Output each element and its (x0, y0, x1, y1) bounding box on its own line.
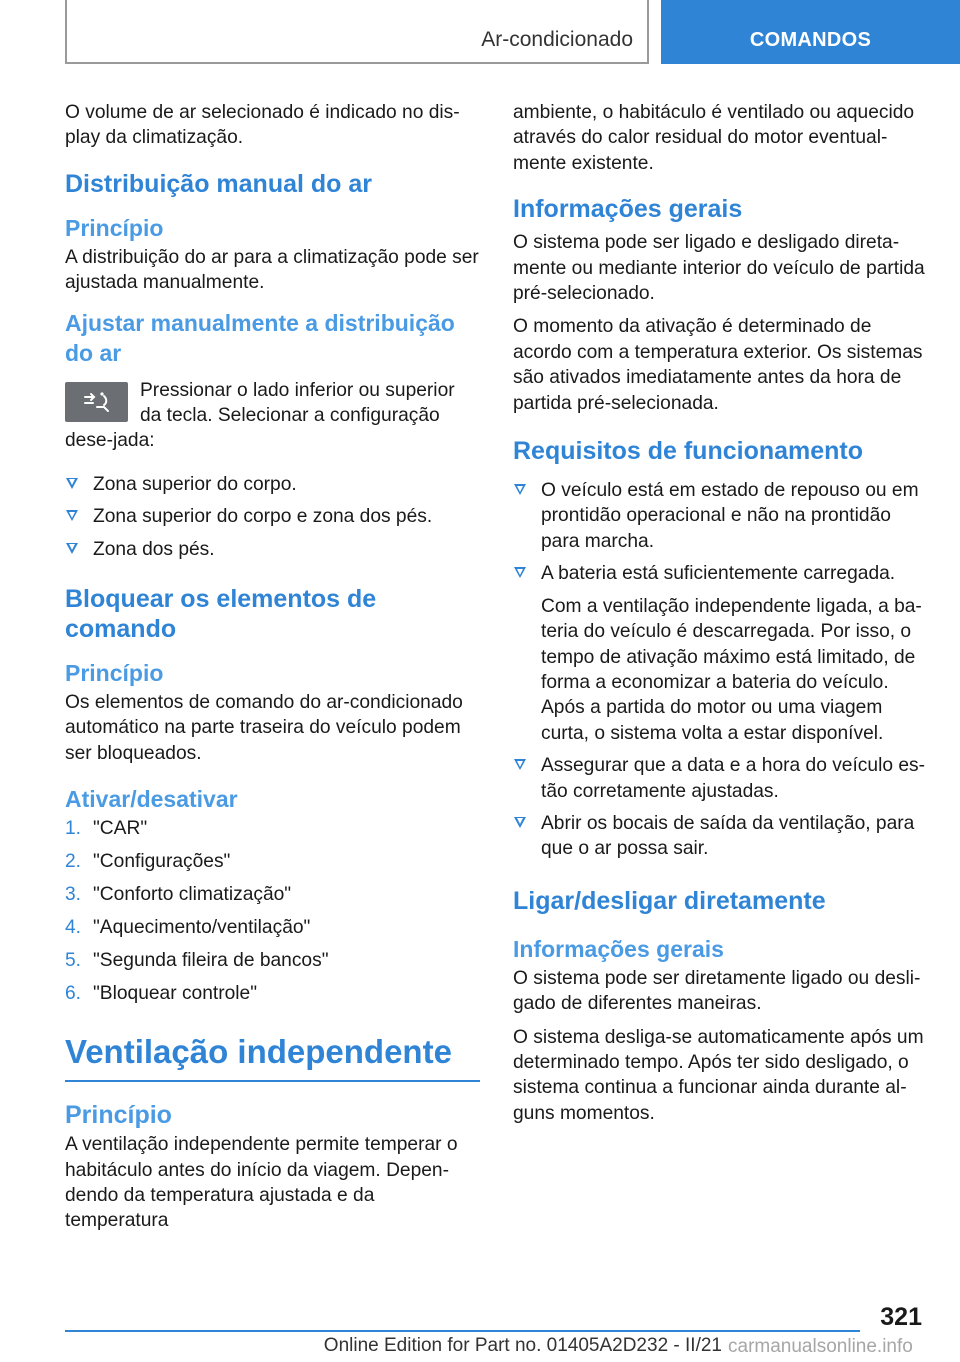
info-paragraph-1: O sistema pode ser ligado e desligado direta-mente ou mediante interior do veículo de partida pré-selecionado. (513, 232, 925, 305)
requirements-list (513, 478, 925, 862)
list-item: Zona superior do corpo. (65, 472, 480, 497)
steps-list (65, 816, 480, 1006)
page-number: 321 (880, 1303, 922, 1331)
heading-independent-ventilation: Ventilação independente (65, 1032, 480, 1082)
bullet-triangle-icon (514, 484, 526, 495)
heading-direct-on-off: Ligar/desligar diretamente (513, 886, 826, 915)
chapter-title: COMANDOS (749, 29, 872, 51)
principle-paragraph: A distribuição do ar para a climatização pode ser ajustada manualmente. (65, 246, 479, 294)
list-item: 1. "CAR" (65, 818, 148, 840)
intro-paragraph: O volume de ar selecionado é indicado no dis-play da climatização. (65, 102, 460, 149)
bullet-triangle-icon (66, 510, 78, 521)
watermark-text: carmanualsonline.info (728, 1336, 913, 1357)
onoff-paragraph-1: O sistema pode ser diretamente ligado ou desli-gado de diferentes maneiras. (513, 967, 921, 1015)
list-item: Zona superior do corpo e zona dos pés. (65, 504, 480, 529)
distribution-options-list (65, 472, 480, 562)
heading-principle: Princípio (65, 660, 164, 687)
lock-principle-paragraph: Os elementos de comando do ar-condicionado automático na parte traseira do veículo podem ser bloqueados. (65, 692, 463, 764)
heading-general-info: Informações gerais (513, 935, 724, 962)
bullet-triangle-icon (514, 759, 526, 770)
list-item-note: Com a ventilação independente ligada, a ba-teria do veículo é descarregada. Por isso, o tempo de ativação máximo está limitado, de forma a economizar a bateria do veículo. Após a partida do motor ou uma viagem curta, o sistema volta a estar disponível. (541, 595, 922, 744)
list-item: A bateria está suficientemente carregada. Com a ventilação independente ligada, a ba-teria do veículo é descarregada. Por isso, o tempo de ativação máximo está limitado, de forma a economizar a bateria do veículo. Após a partida do motor ou uma viagem curta, o sistema volta a estar disponível. (513, 561, 925, 746)
chapter-tab (661, 0, 960, 64)
ventilation-principle-paragraph: A ventilação independente permite temperar o habitáculo antes do início da viagem. Depen-dendo da temperatura ajustada e da temperatura (65, 1134, 458, 1232)
heading-lock-controls: Bloquear os elementos de comando (65, 585, 377, 644)
air-distribution-button-icon (65, 382, 128, 422)
onoff-paragraph-2: O sistema desliga-se automaticamente após um determinado tempo. Após ter sido desligado, o sistema continua a funcionar ainda durante al-guns momentos. (513, 1026, 924, 1124)
heading-requirements: Requisitos de funcionamento (513, 437, 864, 466)
footer-divider (65, 1330, 860, 1332)
bullet-triangle-icon (514, 567, 526, 578)
list-item: 5. "Segunda fileira de bancos" (65, 949, 329, 971)
info-paragraph-2: O momento da ativação é determinado de acordo com a temperatura exterior. Os sistemas são ativados imediatamente antes da hora de partida pré-selecionada. (513, 316, 923, 414)
list-item: 3. "Conforto climatização" (65, 884, 292, 906)
adjust-paragraph: Pressionar o lado inferior ou superior da tecla. Selecionar a configuração dese-jada: (65, 379, 455, 452)
right-column (513, 100, 925, 1134)
edition-text: Online Edition for Part no. 01405A2D232 - II/21 (323, 1335, 722, 1356)
continued-paragraph: ambiente, o habitáculo é ventilado ou aquecido através do calor residual do motor eventual-mente existente. (513, 102, 915, 174)
bullet-triangle-icon (514, 817, 526, 828)
heading-principle: Princípio (65, 214, 164, 241)
list-item: Assegurar que a data e a hora do veículo es-tão corretamente ajustadas. (513, 753, 925, 804)
list-item: 4. "Aquecimento/ventilação" (65, 917, 311, 938)
list-item: 6. "Bloquear controle" (65, 982, 258, 1004)
heading-general-info: Informações gerais (513, 195, 743, 224)
left-column (65, 100, 480, 1242)
list-item: Abrir os bocais de saída da ventilação, para que o ar possa sair. (513, 811, 925, 862)
list-item: Zona dos pés. (65, 537, 480, 562)
heading-activate-deactivate: Ativar/desativar (65, 786, 238, 813)
adjust-instruction (65, 378, 480, 454)
heading-adjust-distribution: Ajustar manualmente a distribuição do ar (65, 309, 455, 366)
heading-manual-distribution: Distribuição manual do ar (65, 169, 373, 198)
bullet-triangle-icon (66, 543, 78, 554)
list-item: O veículo está em estado de repouso ou em prontidão operacional e não na prontidão para marcha. (513, 478, 925, 554)
bullet-triangle-icon (66, 478, 78, 489)
list-item: 2. "Configurações" (65, 851, 231, 873)
header-section-box (65, 0, 649, 64)
heading-principle: Princípio (65, 1101, 172, 1130)
section-title: Ar-condicionado (481, 28, 633, 51)
